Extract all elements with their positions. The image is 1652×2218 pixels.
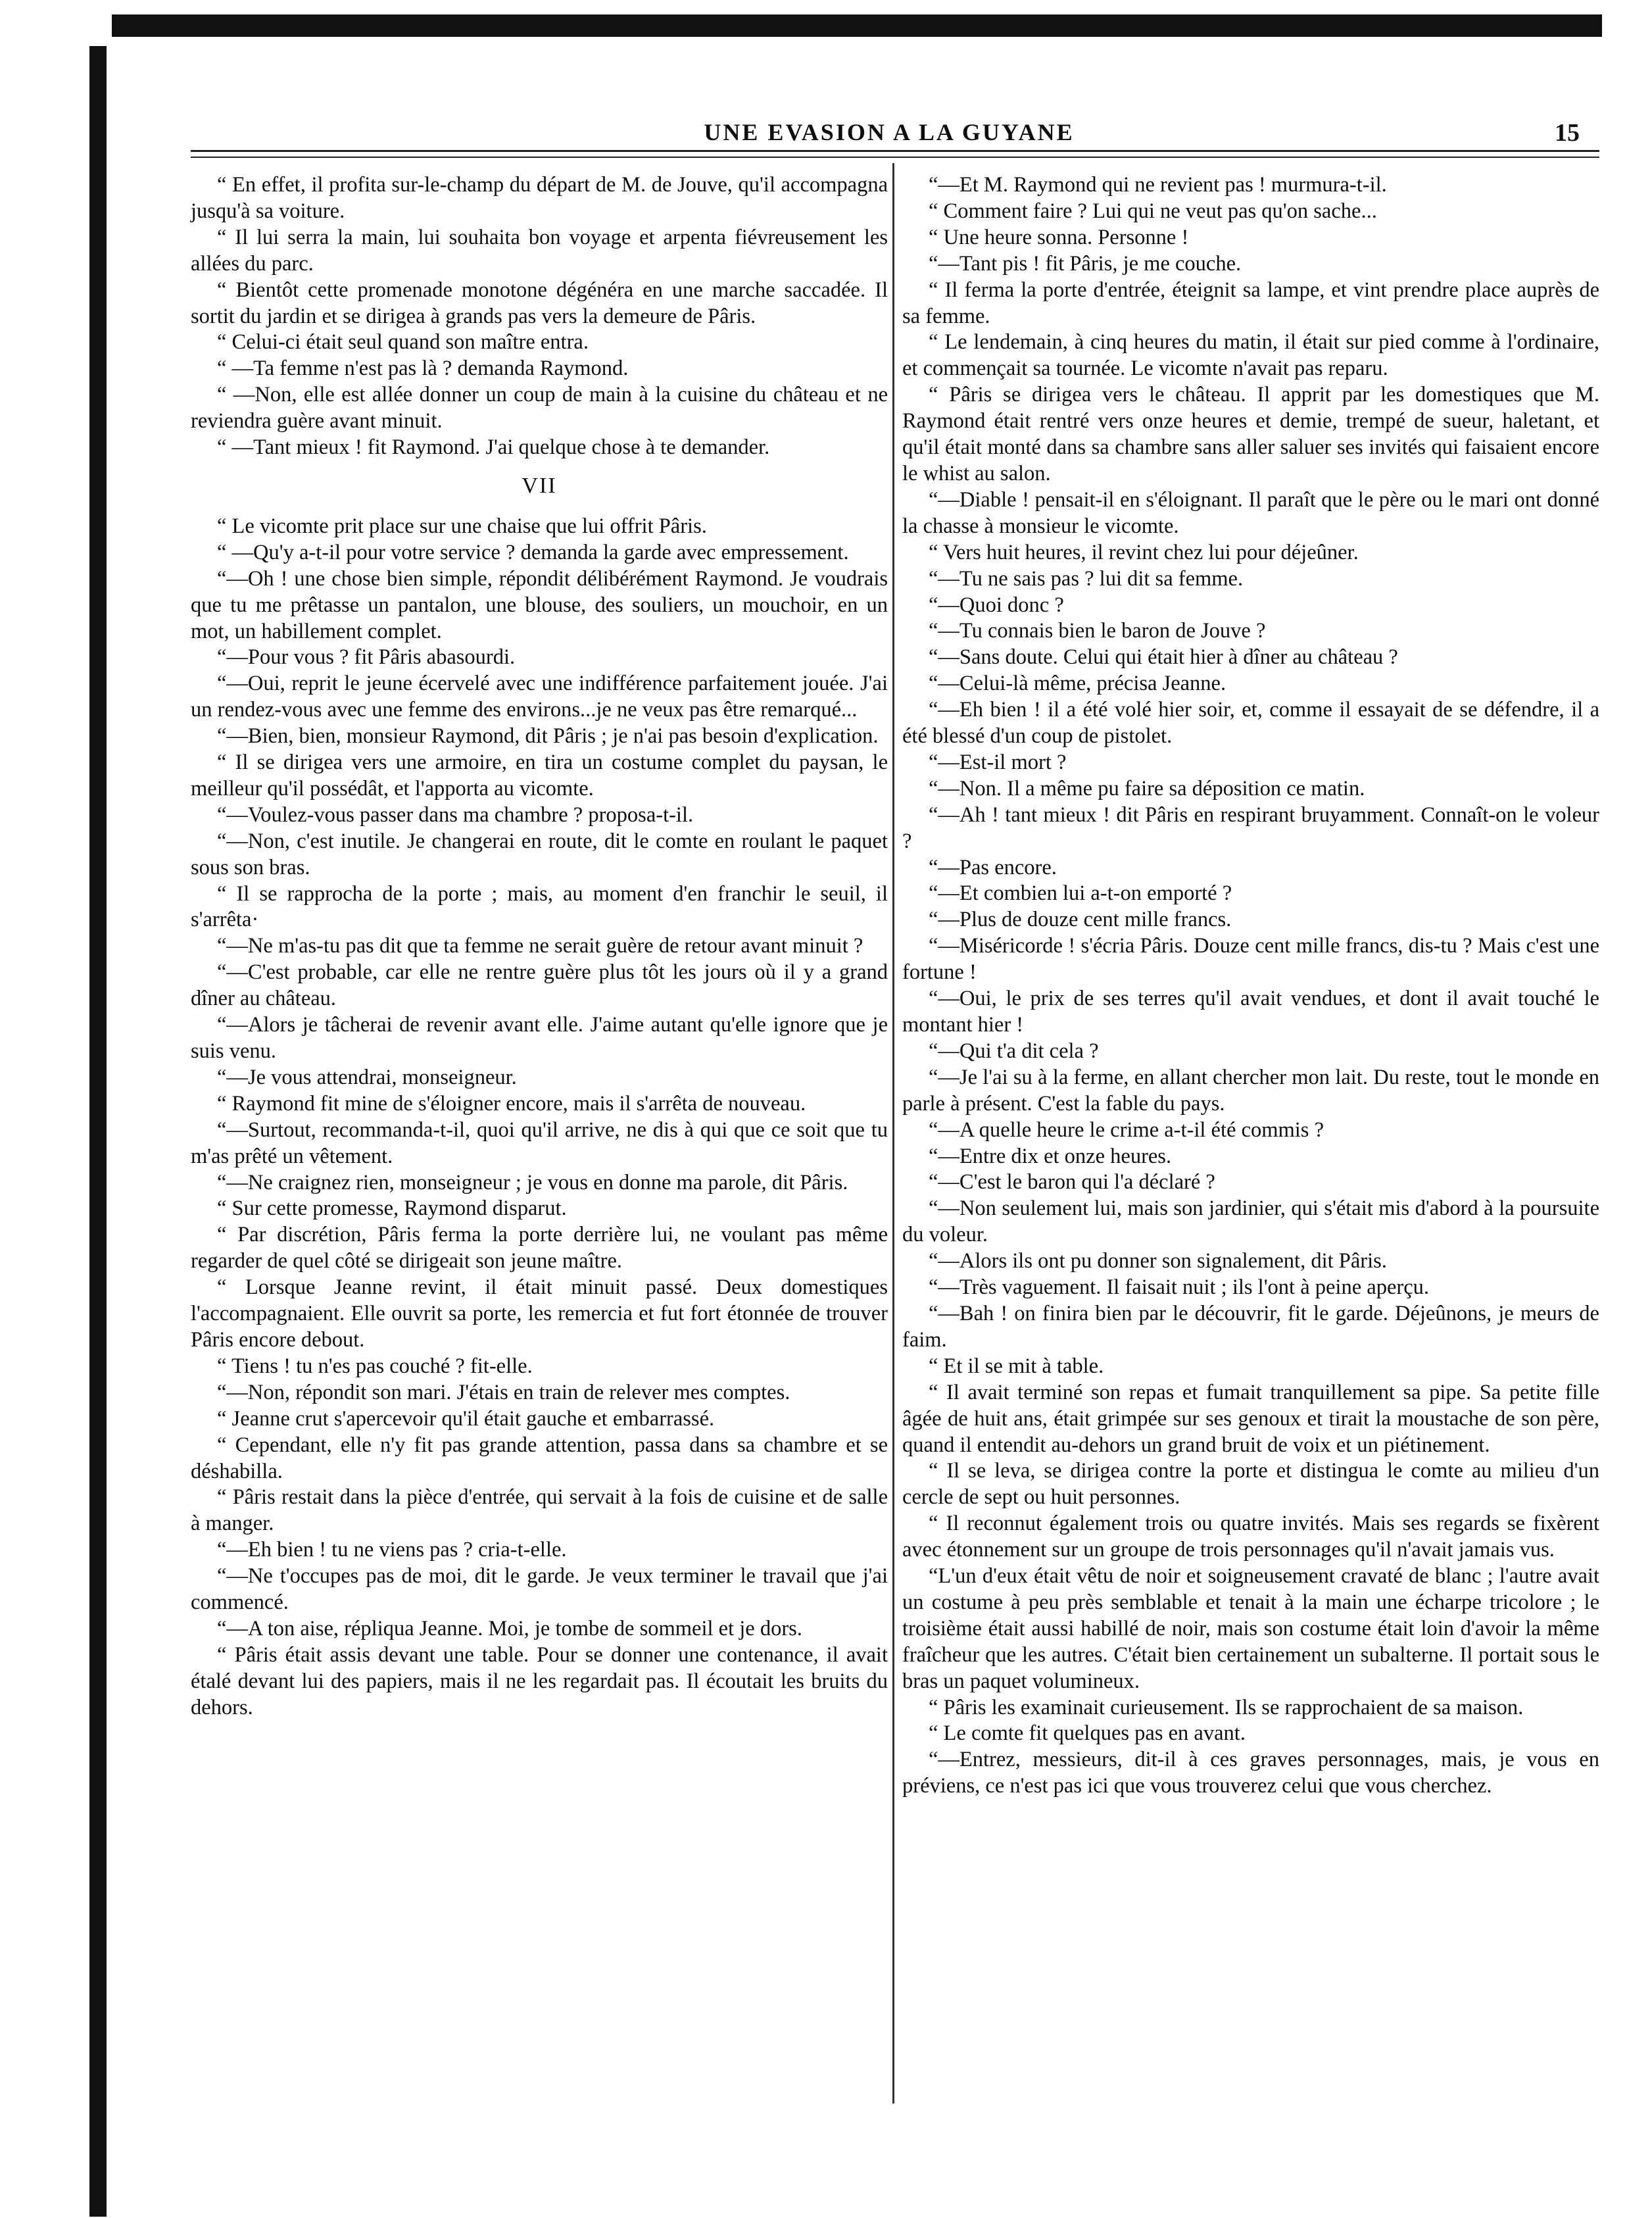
header-rule-thin [191, 157, 1599, 158]
paragraph: “—Miséricorde ! s'écria Pâris. Douze cent mille francs, dis-tu ? Mais c'est une fortune ! [902, 934, 1599, 985]
paragraph: “—Sans doute. Celui qui était hier à dîner au château ? [929, 645, 1398, 670]
paragraph: “—Ne m'as-tu pas dit que ta femme ne serait guère de retour avant minuit ? [217, 934, 863, 958]
paragraph: “ Sur cette promesse, Raymond disparut. [217, 1196, 567, 1221]
paragraph: “—Très vaguement. Il faisait nuit ; ils l'ont à peine aperçu. [929, 1275, 1429, 1300]
paragraph: “ Vers huit heures, il revint chez lui pour déjeûner. [929, 540, 1359, 564]
paragraph: “ Pâris était assis devant une table. Pour se donner une contenance, il avait étalé devant lui des papiers, mais il ne les regardait pas. Il écoutait les bruits du dehors. [191, 1642, 888, 1719]
paragraph: “ Une heure sonna. Personne ! [929, 225, 1189, 249]
paragraph: “—Celui-là même, précisa Jeanne. [929, 672, 1227, 696]
column-divider [892, 163, 894, 2104]
right-paragraphs [902, 172, 1599, 1800]
paragraph: “—Eh bien ! il a été volé hier soir, et, comme il essayait de se défendre, il a été blessé d'un coup de pistolet. [902, 698, 1599, 749]
paragraph: “—Quoi donc ? [929, 593, 1064, 617]
paragraph: “ Il se rapprocha de la porte ; mais, au moment d'en franchir le seuil, il s'arrêta· [191, 881, 888, 932]
paragraph: “—Tu ne sais pas ? lui dit sa femme. [929, 566, 1244, 591]
page-number: 15 [1555, 119, 1580, 147]
paragraph: “—A ton aise, répliqua Jeanne. Moi, je tombe de sommeil et je dors. [217, 1616, 802, 1640]
paragraph: “—Je vous attendrai, monseigneur. [217, 1065, 517, 1089]
paragraph: “—Tant pis ! fit Pâris, je me couche. [929, 251, 1242, 276]
paragraph: “—Alors je tâcherai de revenir avant elle. J'aime autant qu'elle ignore que je suis venu. [191, 1013, 888, 1063]
paragraph: “—Pas encore. [929, 855, 1057, 879]
paragraph: “ Comment faire ? Lui qui ne veut pas qu'on sache... [929, 199, 1377, 223]
paragraph: “ Pâris les examinait curieusement. Ils se rapprochaient de sa maison. [929, 1695, 1524, 1719]
top-edge-rule [112, 14, 1602, 37]
paragraph: “ Par discrétion, Pâris ferma la porte derrière lui, ne voulant pas même regarder de quel côté se dirigeait son jeune maître. [191, 1223, 888, 1273]
paragraph: “—Est-il mort ? [929, 750, 1067, 774]
paragraph: “—Non. Il a même pu faire sa déposition ce matin. [929, 776, 1365, 801]
paragraph: “ Bientôt cette promenade monotone dégénéra en une marche saccadée. Il sortit du jardin et se dirigea à grands pas vers la demeure de Pâris. [191, 278, 888, 328]
paragraph: “—Non seulement lui, mais son jardinier, qui s'était mis d'abord à la poursuite du voleur. [902, 1196, 1599, 1247]
paragraph: “—Qui t'a dit cela ? [929, 1039, 1099, 1063]
paragraph: “ Cependant, elle n'y fit pas grande attention, passa dans sa chambre et se déshabilla. [191, 1433, 888, 1483]
binding-edge [89, 46, 107, 2217]
paragraph: “—Oui, le prix de ses terres qu'il avait vendues, et dont il avait touché le montant hier ! [902, 987, 1599, 1037]
running-title: UNE EVASION A LA GUYANE [704, 119, 1075, 145]
paragraph: “L'un d'eux était vêtu de noir et soigneusement cravaté de blanc ; l'autre avait un costume à peu près semblable et tenait à la main une écharpe tricolore ; le troisième était aussi habillé de noir, mais son costume était loin d'avoir la même fraîcheur que les autres. C'était bien certainement un subalterne. Il portait sous le bras un paquet volumineux. [902, 1564, 1599, 1693]
paragraph: “—Je l'ai su à la ferme, en allant chercher mon lait. Du reste, tout le monde en parle à présent. C'est la fable du pays. [902, 1065, 1599, 1116]
left-paragraphs-before [191, 172, 888, 461]
paragraph: “ Il reconnut également trois ou quatre invités. Mais ses regards se fixèrent avec étonnement sur un groupe de trois personnages qu'il n'avait jamais vus. [902, 1512, 1599, 1562]
paragraph: “ Celui-ci était seul quand son maître entra. [217, 330, 589, 355]
paragraph: “ Il se leva, se dirigea contre la porte et distingua le comte au milieu d'un cercle de sept ou huit personnes. [902, 1459, 1599, 1510]
paragraph: “—Pour vous ? fit Pâris abasourdi. [217, 645, 516, 670]
paragraph: “—Ne craignez rien, monseigneur ; je vous en donne ma parole, dit Pâris. [217, 1170, 848, 1195]
paragraph: “—Oui, reprit le jeune écervelé avec une indifférence parfaitement jouée. J'ai un rendez-vous avec une femme des environs...je ne veux pas être remarqué... [191, 672, 888, 722]
paragraph: “—Oh ! une chose bien simple, répondit délibérément Raymond. Je voudrais que tu me prêtasse un pantalon, une blouse, des souliers, un mouchoir, en un mot, un habillement complet. [191, 566, 888, 643]
paragraph: “—Entre dix et onze heures. [929, 1144, 1172, 1168]
paragraph: “—A quelle heure le crime a-t-il été commis ? [929, 1118, 1324, 1142]
paragraph: “—Voulez-vous passer dans ma chambre ? proposa-t-il. [217, 802, 694, 827]
paragraph: “—Ne t'occupes pas de moi, dit le garde. Je veux terminer le travail que j'ai commencé. [191, 1564, 888, 1615]
paragraph: “—Et combien lui a-t-on emporté ? [929, 881, 1232, 906]
left-paragraphs-after [191, 514, 888, 1721]
paragraph: “ Il lui serra la main, lui souhaita bon voyage et arpenta fiévreusement les allées du parc. [191, 225, 888, 276]
paragraph: “ Tiens ! tu n'es pas couché ? fit-elle. [217, 1354, 533, 1378]
paragraph: “—Entrez, messieurs, dit-il à ces graves personnages, mais, je vous en préviens, ce n'est pas ici que vous trouverez celui que vous cherchez. [902, 1748, 1599, 1798]
paragraph: “ Pâris restait dans la pièce d'entrée, qui servait à la fois de cuisine et de salle à manger. [191, 1485, 888, 1536]
paragraph: “ Il avait terminé son repas et fumait tranquillement sa pipe. Sa petite fille âgée de huit ans, était grimpée sur ses genoux et tirait la moustache de son père, quand il entendit au-dehors un grand bruit de voix et un piétinement. [902, 1380, 1599, 1457]
paragraph: “ Il se dirigea vers une armoire, en tira un costume complet du paysan, le meilleur qu'il possédât, et l'apporta au vicomte. [191, 751, 888, 801]
right-column [902, 172, 1599, 1800]
paragraph: “ Raymond fit mine de s'éloigner encore, mais il s'arrêta de nouveau. [217, 1091, 806, 1116]
paragraph: “ Le lendemain, à cinq heures du matin, il était sur pied comme à l'ordinaire, et commençait sa tournée. Le vicomte n'avait pas reparu. [902, 330, 1599, 381]
paragraph: “—Alors ils ont pu donner son signalement, dit Pâris. [929, 1249, 1387, 1273]
paragraph: “ Il ferma la porte d'entrée, éteignit sa lampe, et vint prendre place auprès de sa femme. [902, 278, 1599, 328]
paragraph: “ En effet, il profita sur-le-champ du départ de M. de Jouve, qu'il accompagna jusqu'à sa voiture. [191, 173, 888, 223]
paragraph: “ Jeanne crut s'apercevoir qu'il était gauche et embarrassé. [217, 1406, 715, 1431]
paragraph: “ Le comte fit quelques pas en avant. [929, 1721, 1246, 1746]
paragraph: “—Et M. Raymond qui ne revient pas ! murmura-t-il. [929, 173, 1387, 197]
paragraph: “—Eh bien ! tu ne viens pas ? cria-t-elle. [217, 1538, 567, 1562]
paragraph: “—Non, c'est inutile. Je changerai en route, dit le comte en roulant le paquet sous son bras. [191, 829, 888, 879]
page-header [179, 118, 1599, 158]
paragraph: “—C'est probable, car elle ne rentre guère plus tôt les jours où il y a grand dîner au château. [191, 960, 888, 1011]
paragraph: “ —Non, elle est allée donner un coup de main à la cuisine du château et ne reviendra guère avant minuit. [191, 383, 888, 433]
paragraph: “ —Tant mieux ! fit Raymond. J'ai quelque chose à te demander. [217, 435, 770, 460]
paragraph: “—Ah ! tant mieux ! dit Pâris en respirant bruyamment. Connaît-on le voleur ? [902, 802, 1599, 853]
paragraph: “—C'est le baron qui l'a déclaré ? [929, 1170, 1215, 1195]
paragraph: “ —Ta femme n'est pas là ? demanda Raymond. [217, 357, 629, 381]
paragraph: “—Plus de douze cent mille francs. [929, 908, 1232, 932]
left-column [191, 172, 888, 1721]
paragraph: “ Le vicomte prit place sur une chaise que lui offrit Pâris. [217, 514, 707, 538]
paragraph: “ Et il se mit à table. [929, 1354, 1104, 1378]
paragraph: “—Non, répondit son mari. J'étais en train de relever mes comptes. [217, 1380, 790, 1404]
paragraph: “ Pâris se dirigea vers le château. Il apprit par les domestiques que M. Raymond était rentré vers onze heures et demie, trempé de sueur, haletant, et qu'il était monté dans sa chambre sans aller saluer ses invités qui faisaient encore le whist au salon. [902, 383, 1599, 485]
paragraph: “—Tu connais bien le baron de Jouve ? [929, 619, 1266, 643]
paragraph: “ Lorsque Jeanne revint, il était minuit passé. Deux domestiques l'accompagnaient. Elle ouvrit sa porte, les remercia et fut fort étonnée de trouver Pâris encore debout. [191, 1275, 888, 1352]
paragraph: “—Bien, bien, monsieur Raymond, dit Pâris ; je n'ai pas besoin d'explication. [217, 724, 879, 749]
paragraph: “—Diable ! pensait-il en s'éloignant. Il paraît que le père ou le mari ont donné la chasse à monsieur le vicomte. [902, 487, 1599, 538]
paragraph: “ —Qu'y a-t-il pour votre service ? demanda la garde avec empressement. [217, 540, 849, 564]
section-heading: VII [522, 473, 557, 498]
paragraph: “—Bah ! on finira bien par le découvrir, fit le garde. Déjeûnons, je meurs de faim. [902, 1301, 1599, 1352]
header-rule [191, 150, 1599, 152]
paragraph: “—Surtout, recommanda-t-il, quoi qu'il arrive, ne dis à qui que ce soit que tu m'as prêté un vêtement. [191, 1118, 888, 1168]
